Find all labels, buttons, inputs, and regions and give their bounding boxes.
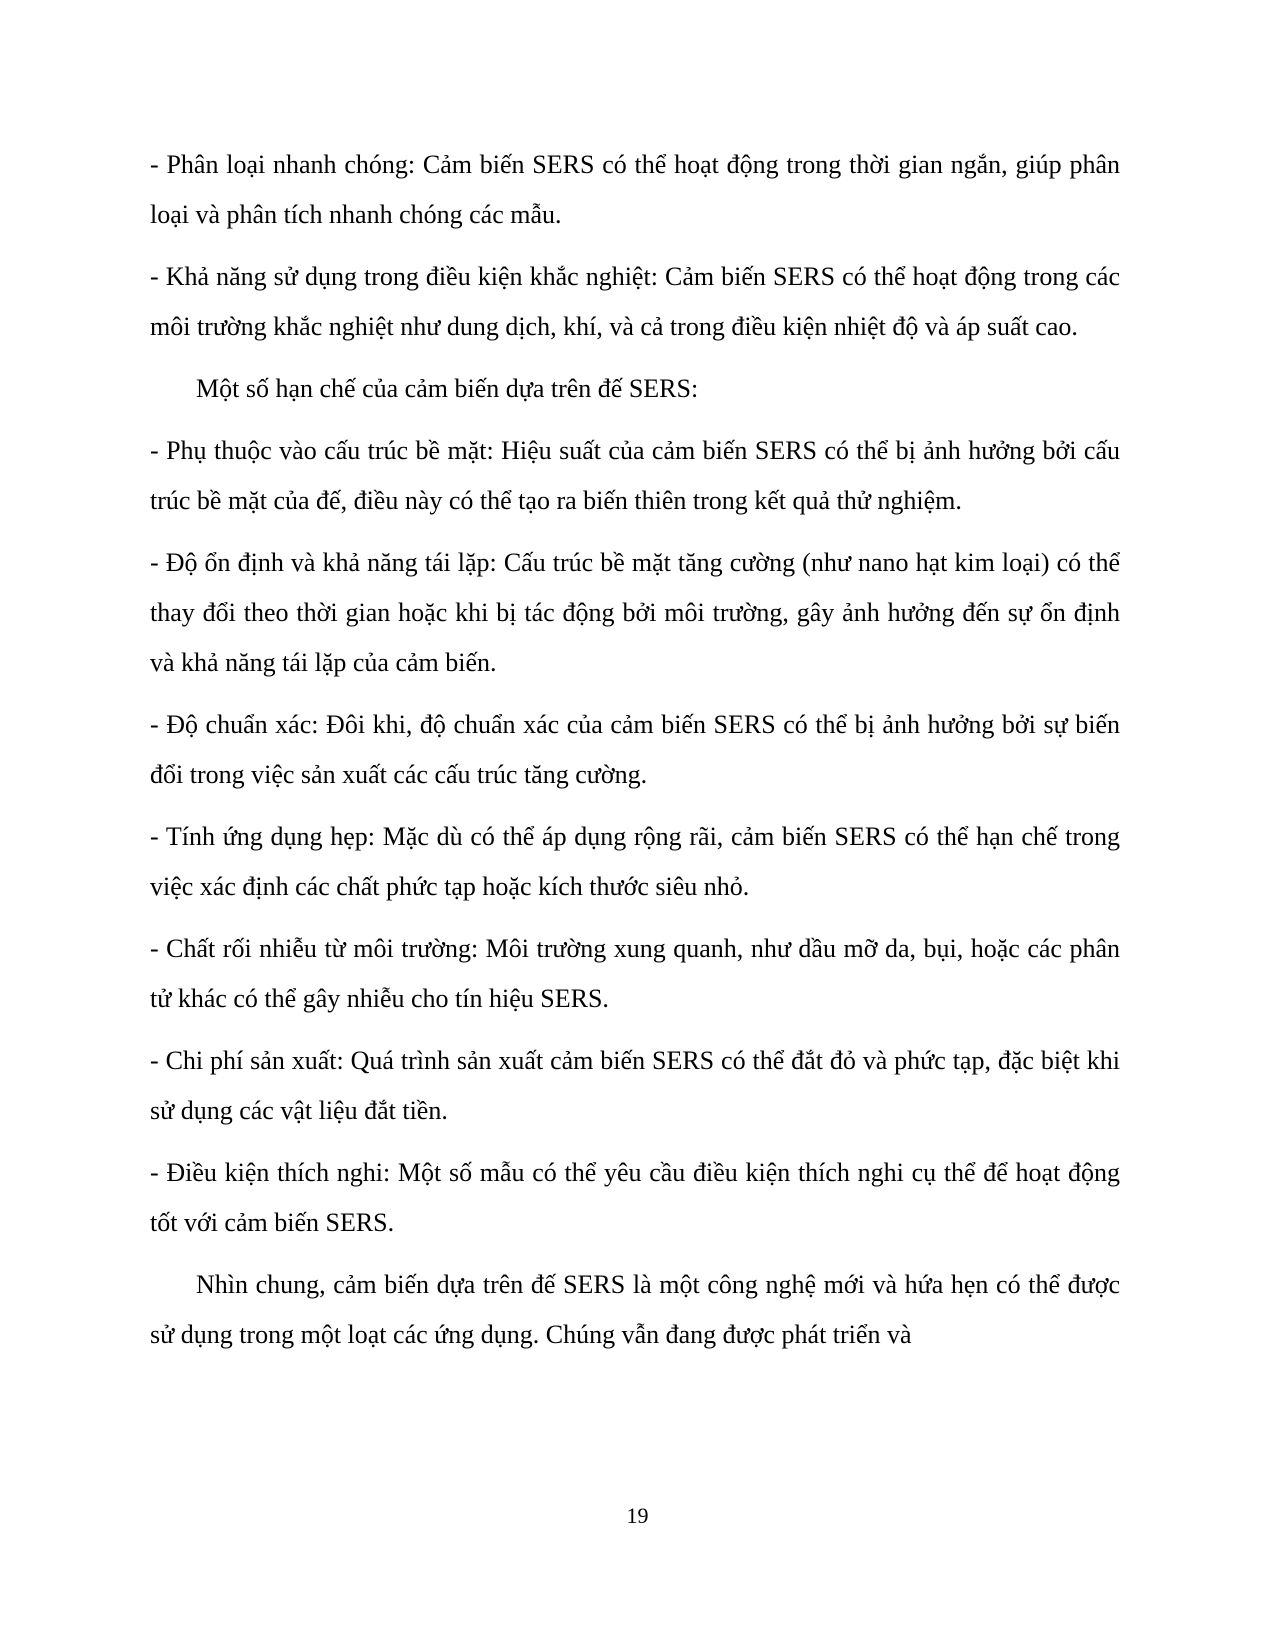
- page-body: [150, 140, 1120, 1372]
- paragraph-limitations-heading: Một số hạn chế của cảm biến dựa trên đế SERS:: [196, 374, 699, 403]
- paragraph-production-cost: - Chi phí sản xuất: Quá trình sản xuất cảm biến SERS có thể đắt đỏ và phức tạp, đặc biệt khi sử dụng các vật liệu đắt tiền.: [150, 1046, 1120, 1125]
- paragraph-adaptation-conditions: - Điều kiện thích nghi: Một số mẫu có thể yêu cầu điều kiện thích nghi cụ thể để hoạt động tốt với cảm biến SERS.: [150, 1158, 1120, 1237]
- paragraph-harsh-conditions: - Khả năng sử dụng trong điều kiện khắc nghiệt: Cảm biến SERS có thể hoạt động trong các môi trường khắc nghiệt như dung dịch, khí, và cả trong điều kiện nhiệt độ và áp suất cao.: [150, 262, 1120, 341]
- paragraph-environmental-interference: - Chất rối nhiễu từ môi trường: Môi trường xung quanh, như dầu mỡ da, bụi, hoặc các phân tử khác có thể gây nhiễu cho tín hiệu SERS.: [150, 934, 1120, 1013]
- paragraph-stability-reproducibility: - Độ ổn định và khả năng tái lặp: Cấu trúc bề mặt tăng cường (như nano hạt kim loại) có thể thay đổi theo thời gian hoặc khi bị tác động bởi môi trường, gây ảnh hưởng đến sự ổn định và khả năng tái lặp của cảm biến.: [150, 548, 1120, 677]
- paragraph-conclusion: Nhìn chung, cảm biến dựa trên đế SERS là một công nghệ mới và hứa hẹn có thể được sử dụng trong một loạt các ứng dụng. Chúng vẫn đang được phát triển và: [150, 1270, 1120, 1349]
- paragraph-surface-structure: - Phụ thuộc vào cấu trúc bề mặt: Hiệu suất của cảm biến SERS có thể bị ảnh hưởng bởi cấu trúc bề mặt của đế, điều này có thể tạo ra biến thiên trong kết quả thử nghiệm.: [150, 436, 1120, 515]
- paragraph-narrow-applicability: - Tính ứng dụng hẹp: Mặc dù có thể áp dụng rộng rãi, cảm biến SERS có thể hạn chế trong việc xác định các chất phức tạp hoặc kích thước siêu nhỏ.: [150, 822, 1120, 901]
- paragraph-fast-classification: - Phân loại nhanh chóng: Cảm biến SERS có thể hoạt động trong thời gian ngắn, giúp phân loại và phân tích nhanh chóng các mẫu.: [150, 150, 1120, 229]
- paragraph-accuracy: - Độ chuẩn xác: Đôi khi, độ chuẩn xác của cảm biến SERS có thể bị ảnh hưởng bởi sự biến đổi trong việc sản xuất các cấu trúc tăng cường.: [150, 710, 1120, 789]
- page-number: 19: [626, 1503, 649, 1528]
